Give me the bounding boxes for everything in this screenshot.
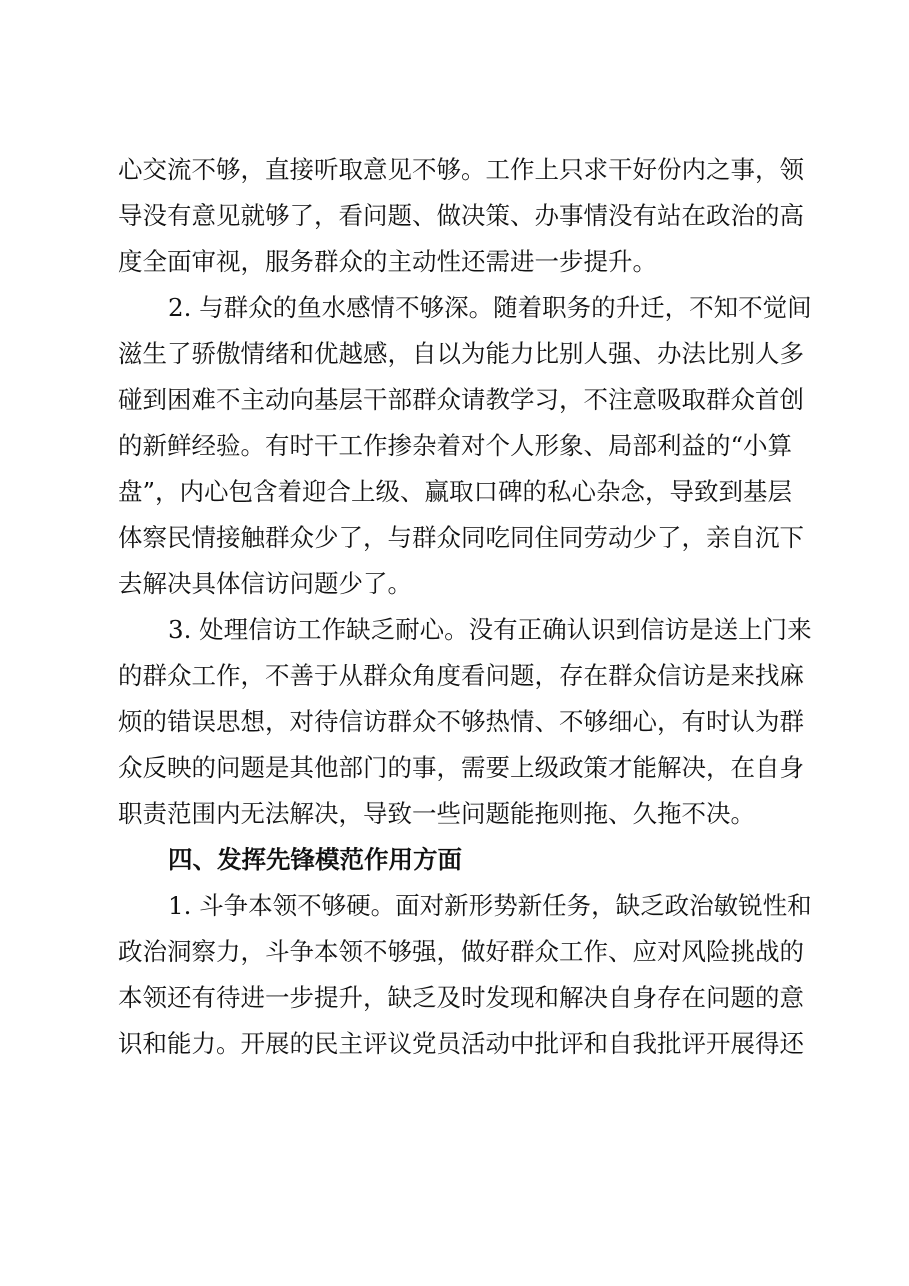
body-text-line: 碰到困难不主动向基层干部群众请教学习，不注意吸取群众首创 [118,385,804,414]
body-text-line: 职责范围内无法解决，导致一些问题能拖则拖、久拖不决。 [118,799,755,828]
body-text-line: 导没有意见就够了，看问题、做决策、办事情没有站在政治的高 [118,201,804,230]
body-text-line: 的新鲜经验。有时干工作掺杂着对个人形象、局部利益的“小算 [118,431,793,460]
body-text-line: 心交流不够，直接听取意见不够。工作上只求干好份内之事，领 [118,155,804,184]
paragraph-item-3-start: 3. 处理信访工作缺乏耐心。没有正确认识到信访是送上门来 [168,615,812,644]
body-text-line: 烦的错误思想，对待信访群众不够热情、不够细心，有时认为群 [118,707,804,736]
body-text-line: 识和能力。开展的民主评议党员活动中批评和自我批评开展得还 [118,1029,804,1058]
body-text-line: 滋生了骄傲情绪和优越感，自以为能力比别人强、办法比别人多 [118,339,804,368]
body-text-line: 去解决具体信访问题少了。 [118,569,412,598]
body-text-line: 体察民情接触群众少了，与群众同吃同住同劳动少了，亲自沉下 [118,523,804,552]
body-text-line: 盘”，内心包含着迎合上级、赢取口碑的私心杂念，导致到基层 [118,477,793,506]
paragraph-item-1-start: 1. 斗争本领不够硬。面对新形势新任务，缺乏政治敏锐性和 [168,891,812,920]
body-text-line: 的群众工作，不善于从群众角度看问题，存在群众信访是来找麻 [118,661,804,690]
body-text-line: 众反映的问题是其他部门的事，需要上级政策才能解决，在自身 [118,753,804,782]
paragraph-item-2-start: 2. 与群众的鱼水感情不够深。随着职务的升迁，不知不觉间 [168,293,812,322]
body-text-line: 本领还有待进一步提升，缺乏及时发现和解决自身存在问题的意 [118,983,804,1012]
body-text-line: 度全面审视，服务群众的主动性还需进一步提升。 [118,247,657,276]
body-text-line: 政治洞察力，斗争本领不够强，做好群众工作、应对风险挑战的 [118,937,804,966]
section-heading: 四、发挥先锋模范作用方面 [168,845,462,874]
